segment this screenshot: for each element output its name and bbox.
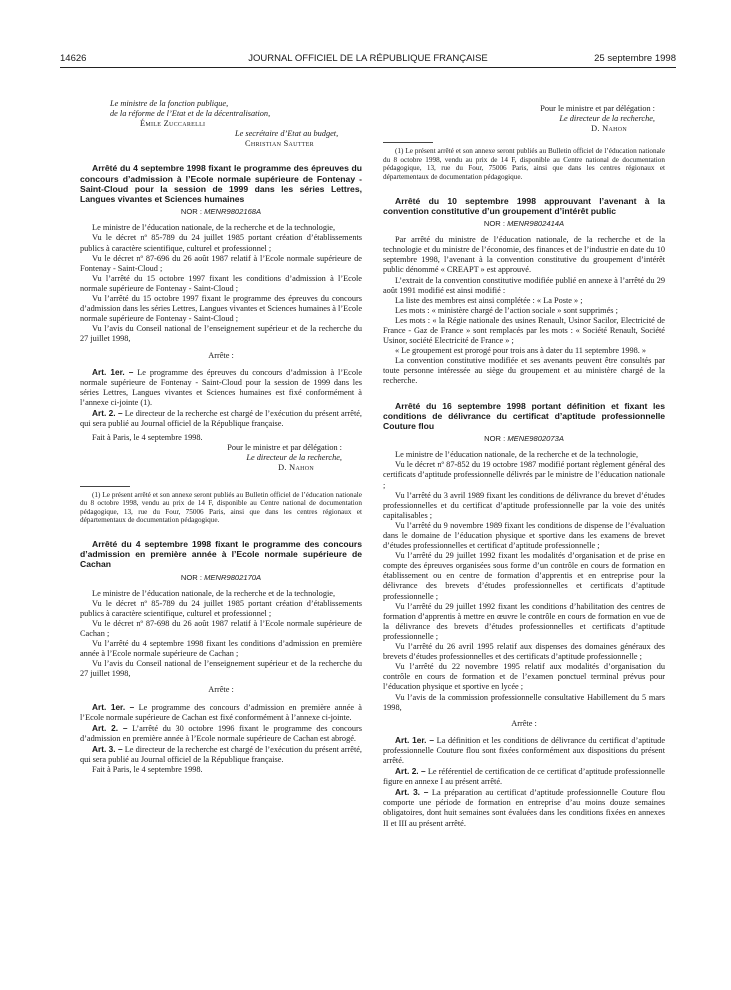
- paragraph: Vu l’arrêté du 29 juillet 1992 fixant les modalités d’organisation et de prise en compte des épreuves organisées sous forme d’un contrôle en cours de formation en établissement ou en centre de formation d’apprentis et en entreprise pour la délivrance des brevets d’études professionnelles et certificats d’aptitude professionnelle ;: [383, 551, 665, 601]
- nor-code: MENE9802073A: [507, 434, 564, 444]
- paragraph: Vu l’arrêté du 29 juillet 1992 fixant les conditions d’habilitation des centres de formation d’apprentis à mettre en œuvre le contrôle en cours de formation en vue de la délivrance des brevets d’études professionnelles et certificats d’aptitude professionnelle ;: [383, 601, 665, 641]
- signature-block-ministers: [80, 99, 362, 149]
- footnote-separator: [383, 142, 433, 143]
- footnote: (1) Le présent arrêté et son annexe seront publiés au Bulletin officiel de l’éducation nationale du 8 octobre 1998, vendu au prix de 14 F, disponible au Centre national de documentation pédagogique, 13, rue du Four, 75006 Paris, ainsi que dans les centres régionaux et départementaux de documentation pédagogique.: [383, 147, 665, 182]
- arrete-label: Arrête :: [511, 718, 537, 728]
- article: [80, 702, 362, 723]
- paragraph: Vu l’arrêté du 15 octobre 1997 fixant le programme des épreuves du concours d’admission dans les séries Lettres, Langues vivantes et Sciences humaines à l’Ecole normale supérieure de Fontenay - Saint-Cloud ;: [80, 294, 363, 324]
- paragraph: Vu le décret nº 87-698 du 26 août 1987 relatif à l’Ecole normale supérieure de Cachan ;: [80, 618, 362, 638]
- nor-label: NOR :: [484, 434, 506, 444]
- page-number: 14626: [60, 53, 87, 64]
- article: [383, 735, 665, 766]
- signature-line: Le directeur de la recherche,: [559, 114, 655, 124]
- paragraph: Vu l’arrêté du 9 novembre 1989 fixant les conditions de dispense de l’évaluation dans le domaine de l’éducation physique et sportive dans les examens de brevet d’études professionnelles et certificat d’aptitude professionnelle ;: [383, 520, 665, 551]
- article-label: Art. 1er. –: [92, 366, 134, 377]
- decree-title: Arrêté du 4 septembre 1998 fixant le programme des concours d’admission en première année à l’Ecole normale supérieure de Cachan: [80, 538, 362, 570]
- paragraph: Les mots : « ministère chargé de l’action sociale » sont supprimés ;: [395, 305, 618, 315]
- left-column: [80, 99, 362, 775]
- decree-title: Arrêté du 10 septembre 1998 approuvant l’avenant à la convention constitutive d’un groupement d’intérêt public: [383, 195, 665, 216]
- arrete-label: Arrête :: [208, 685, 234, 695]
- paragraph: Vu l’arrêté du 3 avril 1989 fixant les conditions de délivrance du brevet d’études professionnelles et du certificat d’aptitude professionnelle par la voie des unités capitalisables ;: [383, 490, 665, 520]
- signatory-name: D. Nahon: [591, 124, 627, 134]
- decree-title: Arrêté du 16 septembre 1998 portant définition et fixant les conditions de délivrance du certificat d’aptitude professionnelle Couture flou: [383, 400, 665, 431]
- paragraph: Vu l’avis du Conseil national de l’enseignement supérieur et de la recherche du 27 juillet 1998,: [80, 324, 362, 344]
- nor-code: MENR9802168A: [204, 207, 262, 217]
- nor-label: NOR :: [180, 207, 202, 217]
- paragraph: Vu l’arrêté du 26 avril 1995 relatif aux dispenses des domaines généraux des brevets d’études professionnelles et des certificats d’aptitude professionnelle ;: [383, 642, 665, 662]
- article-text: Le directeur de la recherche est chargé de l’exécution du présent arrêté, qui sera publié au Journal officiel de la République française.: [80, 744, 363, 765]
- paragraph: Vu l’avis du Conseil national de l’enseignement supérieur et de la recherche du 27 juillet 1998,: [80, 659, 362, 679]
- article-label: Art. 2. –: [92, 722, 128, 733]
- nor-label: NOR :: [180, 572, 202, 582]
- article-text: L’arrêté du 30 octobre 1996 fixant le programme des concours d’admission en première année à l’Ecole normale supérieure de Cachan est abrogé.: [80, 723, 362, 743]
- paragraph: « Le groupement est prorogé pour trois ans à dater du 11 septembre 1998. »: [395, 346, 647, 356]
- paragraph: Vu l’arrêté du 15 octobre 1997 fixant les conditions d’admission à l’Ecole normale supérieure de Fontenay - Saint-Cloud ;: [80, 273, 362, 293]
- signatory-name: D. Nahon: [278, 463, 314, 473]
- article-label: Art. 1er. –: [92, 701, 135, 712]
- paragraph: Vu le décret nº 85-789 du 24 juillet 1985 portant création d’établissements publics à caractère scientifique, culturel et professionnel ;: [80, 598, 362, 618]
- paragraph: Le ministre de l’éducation nationale, de la recherche et de la technologie,: [92, 223, 336, 233]
- footnote: (1) Le présent arrêté et son annexe seront publiés au Bulletin officiel de l’éducation nationale du 8 octobre 1998, vendu au prix de 14 F, disponible au Centre national de documentation pédagogique, 13, rue du Four, 75006 Paris, ainsi que dans les centres régionaux et départementaux de documentation pédagogique.: [80, 490, 362, 525]
- signature-line: Pour le ministre et par délégation :: [540, 104, 655, 113]
- signature-line: Le directeur de la recherche,: [246, 453, 342, 463]
- nor-reference: [383, 219, 665, 229]
- paragraph: Par arrêté du ministre de l’éducation nationale, de la recherche et de la technologie et du ministre de l’économie, des finances et de l’industrie en date du 10 septembre 1998, l’avenant à la convention constitutive du groupement d’intérêt public dénommé « CREAPT » est approuvé.: [383, 235, 665, 275]
- paragraph: L’extrait de la convention constitutive modifiée publié en annexe à l’arrêté du 29 août 1991 modifié est ainsi modifié :: [383, 275, 665, 295]
- signature-line: Le secrétaire d’Etat au budget,: [235, 129, 339, 139]
- paragraph: Le ministre de l’éducation nationale, de la recherche et de la technologie,: [395, 450, 639, 460]
- arrete-label: Arrête :: [208, 350, 234, 360]
- article-text: Le référentiel de certification de ce certificat d’aptitude professionnelle figure en annexe I au présent arrêté.: [383, 767, 665, 787]
- paragraph: La liste des membres est ainsi complétée : « La Poste » ;: [395, 295, 583, 305]
- article-text: La préparation au certificat d’aptitude professionnelle Couture flou comporte une période de formation en entreprise d’au moins douze semaines obligatoires, dont huit semaines sont évaluées dans les conditions fixées en annexes II et III au présent arrêté.: [383, 788, 665, 828]
- article-label: Art. 2. –: [395, 766, 426, 777]
- article: [80, 367, 362, 408]
- nor-code: MENR9802414A: [507, 219, 565, 229]
- paragraph: Vu l’avis de la commission professionnelle consultative Habillement du 5 mars 1998,: [383, 692, 665, 712]
- article: [383, 766, 665, 787]
- article-label: Art. 3. –: [395, 787, 429, 798]
- signatory-name: Émile Zuccarelli: [140, 119, 206, 129]
- page-header: [60, 53, 676, 67]
- paragraph: Vu le décret nº 87-852 du 19 octobre 1987 modifié portant règlement général des certificats d’aptitude professionnelle délivrés par le ministre de l’éducation nationale ;: [383, 460, 665, 490]
- journal-title: JOURNAL OFFICIEL DE LA RÉPUBLIQUE FRANÇAISE: [248, 53, 488, 64]
- nor-reference: [383, 434, 665, 444]
- signature-block: [80, 443, 362, 473]
- article-label: Art. 2. –: [92, 407, 123, 418]
- article: [80, 723, 362, 744]
- paragraph: Vu le décret nº 85-789 du 24 juillet 1985 portant création d’établissements publics à caractère scientifique, culturel et professionnel ;: [80, 233, 362, 253]
- issue-date: 25 septembre 1998: [594, 53, 676, 64]
- article: [80, 408, 362, 429]
- signatory-name: Christian Sautter: [245, 139, 314, 149]
- nor-label: NOR :: [483, 219, 505, 229]
- article-text: Le directeur de la recherche est chargé de l’exécution du présent arrêté, qui sera publié au Journal officiel de la République française.: [80, 408, 363, 429]
- article-text: Le programme des épreuves du concours d’admission à l’Ecole normale supérieure de Fontenay - Saint-Cloud pour la session de 1999 dans les séries Lettres, Langues vivantes et Sciences humaines est fixé conformément à l’annexe ci-jointe (1).: [80, 367, 363, 407]
- paragraph: Le ministre de l’éducation nationale, de la recherche et de la technologie,: [92, 588, 336, 598]
- article: [80, 744, 362, 765]
- paragraph: La convention constitutive modifiée et ses avenants peuvent être consultés par toute personne intéressée au siège du groupement et au ministère chargé de la recherche.: [383, 356, 665, 386]
- footnote-separator: [80, 486, 130, 487]
- article-text: La définition et les conditions de délivrance du certificat d’aptitude professionnelle Couture flou sont fixées conformément aux dispositions du présent arrêté.: [383, 735, 665, 765]
- header-rule: [60, 67, 676, 68]
- paragraph: Les mots : « la Régie nationale des usines Renault, Usinor Sacilor, Electricité de France - Gaz de France » sont remplacés par les mots : « Société Renault, Société Usinor, société Electricité de France » ;: [383, 315, 665, 346]
- paragraph: Vu l’arrêté du 22 novembre 1995 relatif aux modalités d’organisation du contrôle en cours de formation et de l’examen ponctuel terminal prévus pour l’éducation physique et sportive en lycée ;: [383, 662, 665, 692]
- signature-line: Pour le ministre et par délégation :: [227, 443, 342, 453]
- signature-line: Le ministre de la fonction publique,: [110, 99, 229, 108]
- paragraph: Vu l’arrêté du 4 septembre 1998 fixant les conditions d’admission en première année à l’Ecole normale supérieure de Cachan ;: [80, 639, 362, 659]
- article-label: Art. 1er. –: [395, 734, 434, 745]
- done-at: Fait à Paris, le 4 septembre 1998.: [92, 765, 203, 775]
- article: [383, 787, 665, 828]
- done-at: Fait à Paris, le 4 septembre 1998.: [92, 433, 203, 443]
- right-column: [383, 104, 665, 829]
- nor-reference: [80, 207, 362, 217]
- signature-block: [383, 104, 665, 134]
- nor-reference: [80, 573, 362, 583]
- paragraph: Vu le décret nº 87-696 du 26 août 1987 relatif à l’Ecole normale supérieure de Fontenay - Saint-Cloud ;: [80, 253, 362, 273]
- signature-line: de la réforme de l’Etat et de la décentralisation,: [110, 109, 271, 119]
- nor-code: MENR9802170A: [204, 572, 262, 582]
- article-label: Art. 3. –: [92, 743, 123, 754]
- article-text: Le programme des concours d’admission en première année à l’Ecole normale supérieure de Cachan est fixé conformément à l’annexe ci-jointe.: [80, 702, 362, 722]
- decree-title: Arrêté du 4 septembre 1998 fixant le programme des épreuves du concours d’admission à l’Ecole normale supérieure de Fontenay - Saint-Cloud pour la session de 1999 dans les séries Lettres, Langues vivantes et Sciences humaines: [80, 163, 362, 205]
